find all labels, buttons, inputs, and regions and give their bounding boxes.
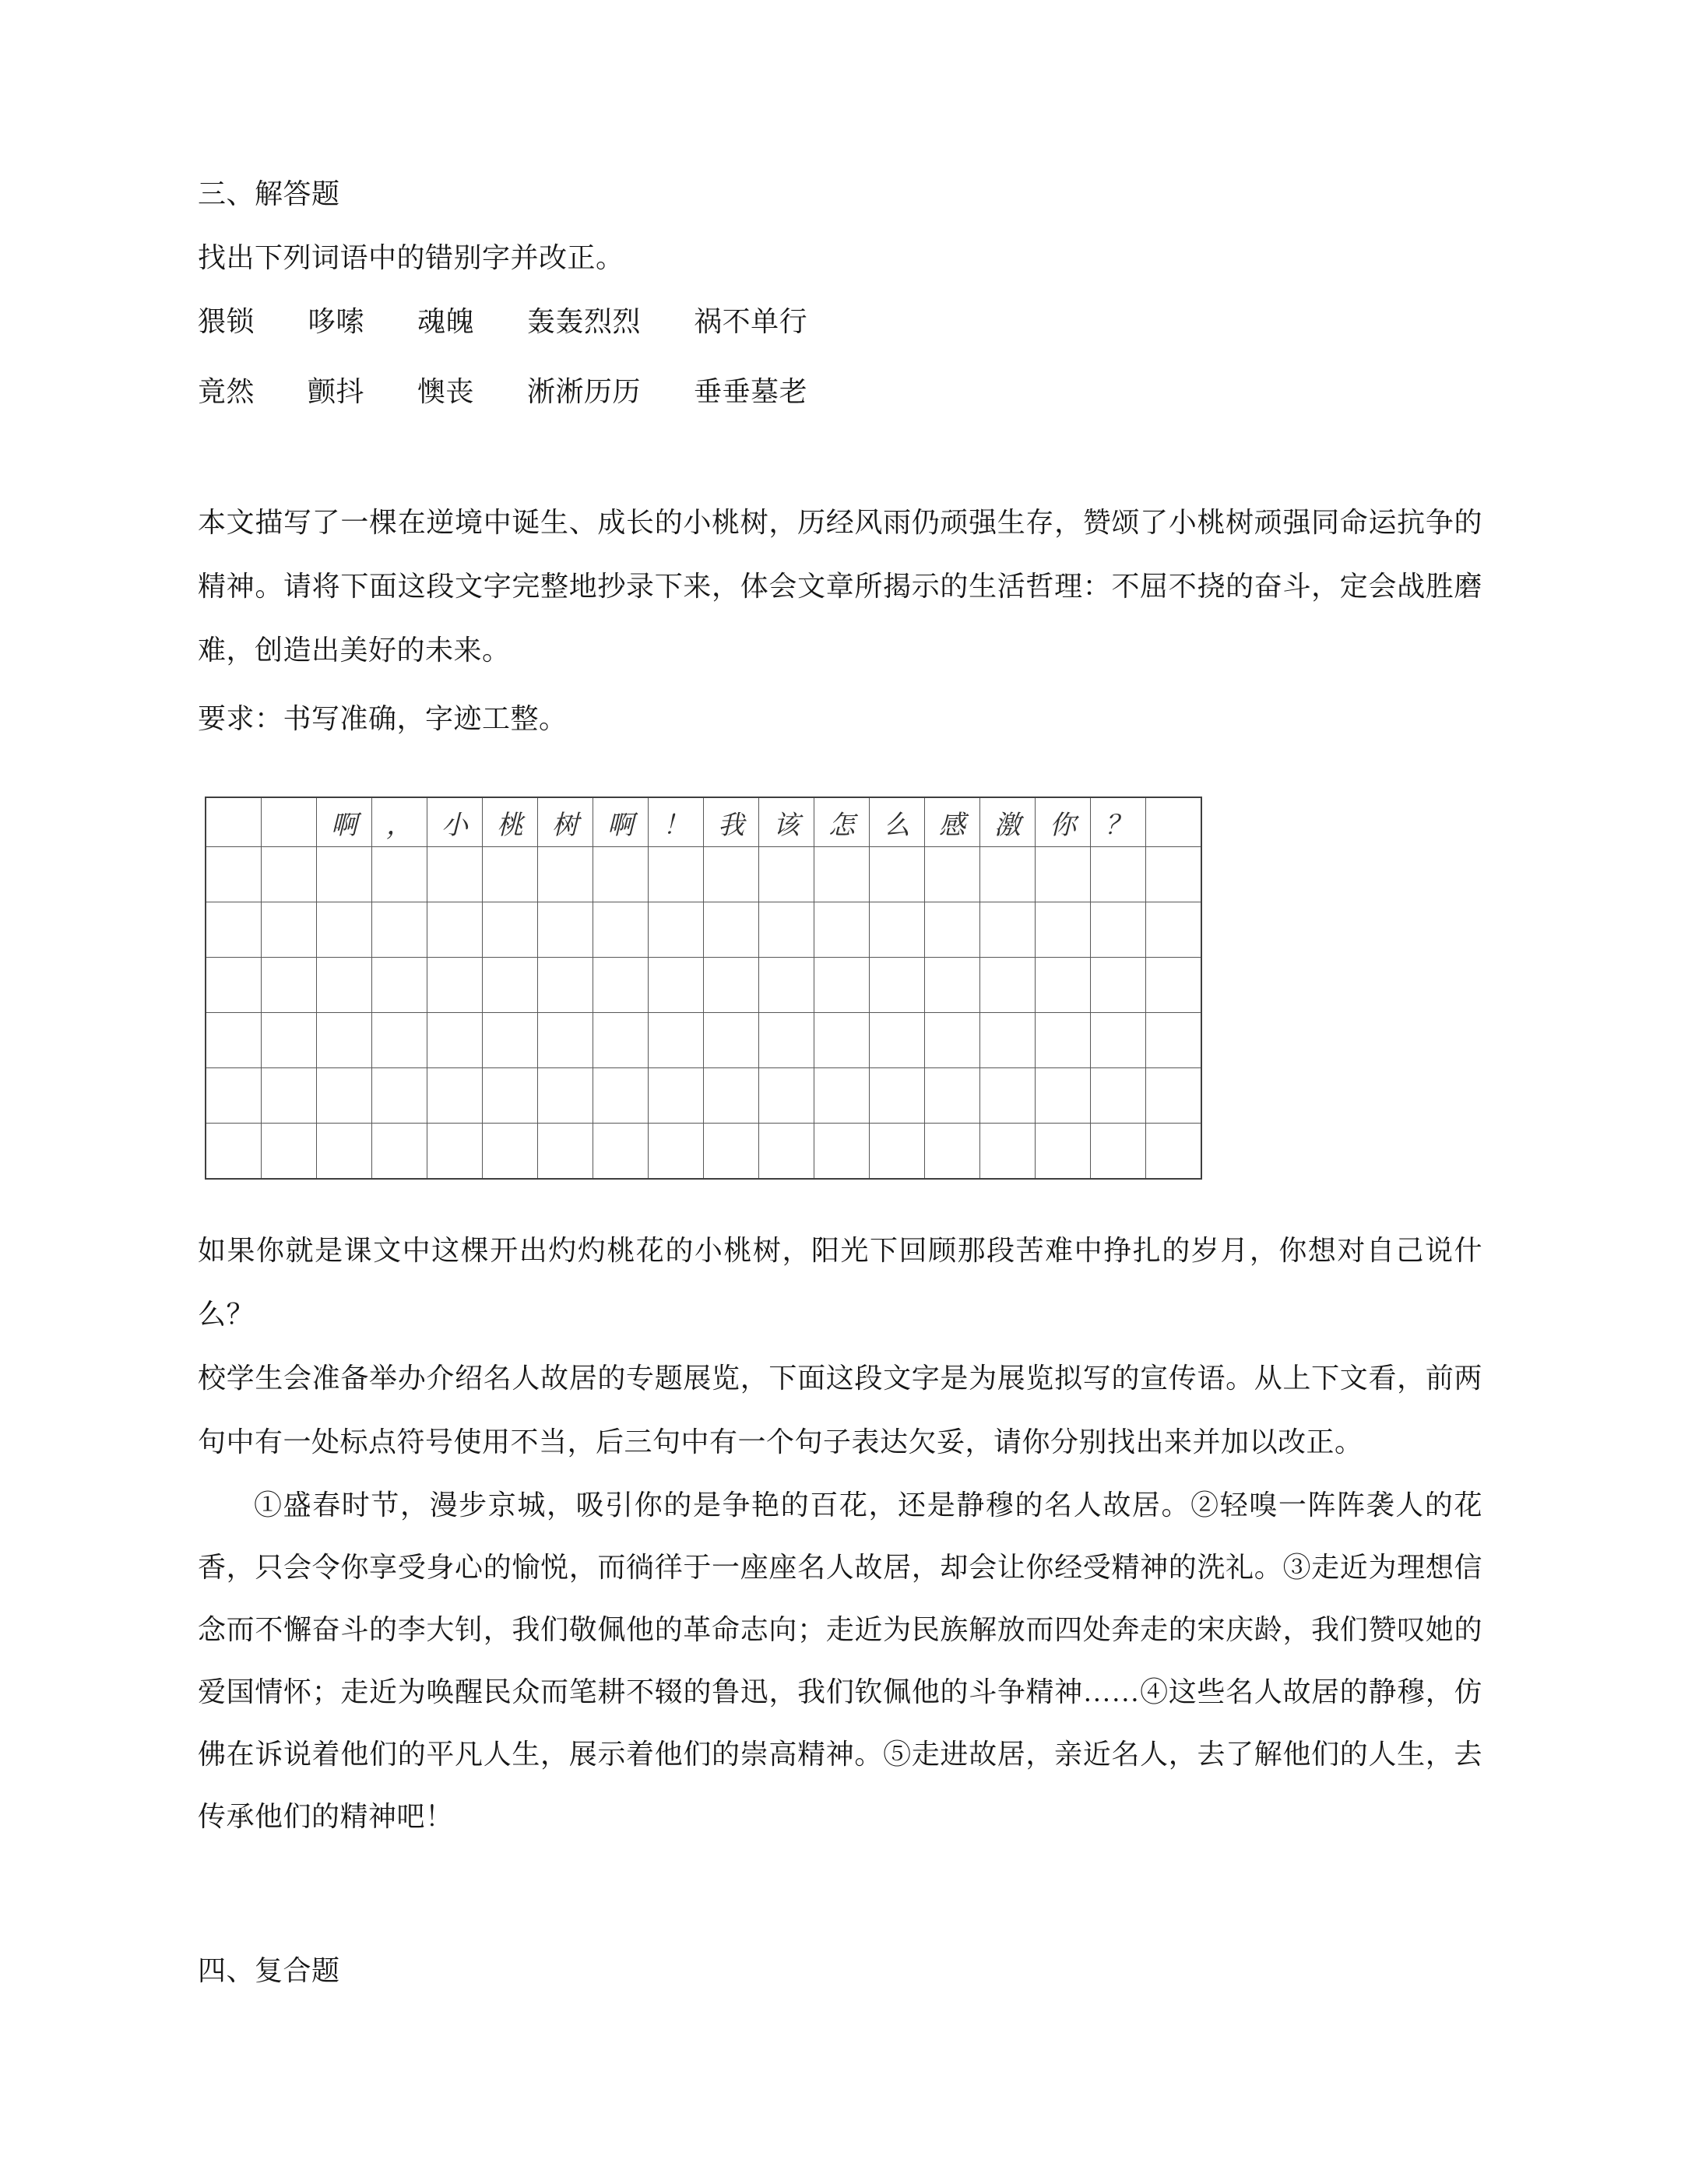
grid-cell: 桃 (483, 797, 538, 847)
typo-question-prompt: 找出下列词语中的错别字并改正。 (198, 242, 624, 273)
grid-cell (538, 847, 593, 902)
grid-cell: 该 (759, 797, 814, 847)
grid-cell (206, 1013, 262, 1068)
grid-cell (759, 902, 814, 958)
grid-cell (870, 1124, 925, 1180)
grid-cell (427, 1068, 483, 1124)
grid-cell (593, 847, 649, 902)
grid-cell (206, 797, 262, 847)
grid-cell (759, 1068, 814, 1124)
grid-cell (483, 958, 538, 1013)
grid-cell (649, 902, 704, 958)
grid-cell (870, 902, 925, 958)
transcription-intro-paragraph: 本文描写了一棵在逆境中诞生、成长的小桃树，历经风雨仍顽强生存，赞颂了小桃树顽强同命运抗争的精神。请将下面这段文字完整地抄录下来，体会文章所揭示的生活哲理：不屈不挠的奋斗，定会战胜磨难，创造出美好的未来。 (198, 507, 1482, 666)
grid-cell (483, 902, 538, 958)
grid-cell (372, 902, 427, 958)
grid-cell (649, 1068, 704, 1124)
grid-cell (427, 1013, 483, 1068)
grid-cell (1091, 1068, 1146, 1124)
grid-cell (1091, 847, 1146, 902)
grid-cell (317, 847, 372, 902)
grid-cell (1146, 1013, 1202, 1068)
grid-cell (980, 1013, 1036, 1068)
grid-cell: 我 (704, 797, 759, 847)
grid-cell (704, 1013, 759, 1068)
grid-cell (1091, 902, 1146, 958)
grid-cell (870, 1068, 925, 1124)
typo-word: 颤抖 (308, 376, 365, 407)
grid-cell (206, 847, 262, 902)
grid-cell (649, 847, 704, 902)
grid-cell (1146, 958, 1202, 1013)
grid-cell (206, 958, 262, 1013)
grid-cell (262, 797, 317, 847)
grid-cell (649, 1013, 704, 1068)
grid-cell: 啊 (317, 797, 372, 847)
grid-cell (206, 1068, 262, 1124)
grid-cell (925, 902, 980, 958)
copy-grid (205, 797, 1202, 1180)
grid-cell (814, 847, 870, 902)
grid-cell (372, 1013, 427, 1068)
grid-cell (1036, 958, 1091, 1013)
grid-cell (538, 1068, 593, 1124)
grid-cell (262, 1013, 317, 1068)
grid-cell (538, 902, 593, 958)
grid-cell (262, 847, 317, 902)
grid-cell (814, 1068, 870, 1124)
grid-cell (704, 847, 759, 902)
grid-cell (1036, 1124, 1091, 1180)
typo-word: 魂魄 (417, 306, 475, 337)
grid-cell (759, 958, 814, 1013)
grid-cell (1146, 797, 1202, 847)
typo-word: 猥锁 (198, 306, 255, 337)
grid-cell (262, 1124, 317, 1180)
grid-cell (427, 847, 483, 902)
typo-word-row-1 (198, 290, 1482, 353)
grid-row (206, 902, 1201, 958)
grid-cell (317, 902, 372, 958)
grid-cell (593, 958, 649, 1013)
grid-cell (317, 958, 372, 1013)
grid-cell: 树 (538, 797, 593, 847)
grid-cell: 啊 (593, 797, 649, 847)
grid-row (206, 1124, 1201, 1180)
grid-cell (262, 958, 317, 1013)
grid-cell (759, 847, 814, 902)
grid-cell (427, 1124, 483, 1180)
grid-cell (980, 847, 1036, 902)
grid-cell (1036, 847, 1091, 902)
grid-cell (1036, 1068, 1091, 1124)
grid-cell (925, 1068, 980, 1124)
grid-cell: 么 (870, 797, 925, 847)
grid-cell (262, 902, 317, 958)
grid-cell (704, 902, 759, 958)
grid-row (206, 958, 1201, 1013)
grid-cell (593, 902, 649, 958)
grid-cell (1146, 847, 1202, 902)
section-three-heading: 三、解答题 (198, 178, 340, 209)
exhibition-question-prompt: 校学生会准备举办介绍名人故居的专题展览，下面这段文字是为展览拟写的宣传语。从上下文看，前两句中有一处标点符号使用不当，后三句中有一个句子表达欠妥，请你分别找出来并加以改正。 (198, 1363, 1482, 1458)
grid-cell (980, 958, 1036, 1013)
grid-cell (593, 1013, 649, 1068)
grid-cell: ， (372, 797, 427, 847)
grid-cell (1091, 1013, 1146, 1068)
grid-cell (483, 1124, 538, 1180)
grid-cell (317, 1124, 372, 1180)
grid-cell (538, 958, 593, 1013)
grid-cell (262, 1068, 317, 1124)
grid-cell (814, 902, 870, 958)
grid-cell (704, 958, 759, 1013)
grid-cell (372, 1124, 427, 1180)
grid-cell (317, 1068, 372, 1124)
typo-word: 哆嗦 (308, 306, 365, 337)
typo-word: 祸不单行 (694, 306, 808, 337)
grid-row (206, 847, 1201, 902)
grid-cell (980, 1124, 1036, 1180)
grid-cell: ？ (1091, 797, 1146, 847)
grid-cell: 你 (1036, 797, 1091, 847)
grid-cell (1036, 1013, 1091, 1068)
grid-cell (1146, 902, 1202, 958)
grid-cell (593, 1068, 649, 1124)
grid-cell (814, 958, 870, 1013)
grid-cell (870, 1013, 925, 1068)
typo-word: 懊丧 (417, 376, 475, 407)
exhibition-passage: ①盛春时节，漫步京城，吸引你的是争艳的百花，还是静穆的名人故居。②轻嗅一阵阵袭人的花香，只会令你享受身心的愉悦，而徜徉于一座座名人故居，却会让你经受精神的洗礼。③走近为理想信念而不懈奋斗的李大钊，我们敬佩他的革命志向；走近为民族解放而四处奔走的宋庆龄，我们赞叹她的爱国情怀；走近为唤醒民众而笔耕不辍的鲁迅，我们钦佩他的斗争精神……④这些名人故居的静穆，仿佛在诉说着他们的平凡人生，展示着他们的崇高精神。⑤走进故居，亲近名人，去了解他们的人生，去传承他们的精神吧！ (198, 1489, 1482, 1832)
grid-cell (427, 958, 483, 1013)
typo-word: 淅淅历历 (527, 376, 642, 407)
grid-cell (1146, 1068, 1202, 1124)
typo-word: 轰轰烈烈 (527, 306, 642, 337)
grid-cell (649, 1124, 704, 1180)
grid-cell (814, 1124, 870, 1180)
grid-cell (980, 1068, 1036, 1124)
grid-cell (1036, 902, 1091, 958)
copy-grid-body (206, 797, 1201, 1179)
grid-cell (372, 847, 427, 902)
grid-cell (980, 902, 1036, 958)
typo-word: 竟然 (198, 376, 255, 407)
grid-cell (372, 1068, 427, 1124)
grid-cell (206, 1124, 262, 1180)
grid-cell (483, 847, 538, 902)
grid-row (206, 797, 1201, 847)
grid-cell (759, 1124, 814, 1180)
grid-cell (1146, 1124, 1202, 1180)
grid-cell (538, 1013, 593, 1068)
grid-cell: 怎 (814, 797, 870, 847)
grid-cell (870, 958, 925, 1013)
grid-cell (538, 1124, 593, 1180)
grid-cell (1091, 1124, 1146, 1180)
grid-cell (1091, 958, 1146, 1013)
grid-cell (925, 958, 980, 1013)
grid-cell: 激 (980, 797, 1036, 847)
grid-cell: ！ (649, 797, 704, 847)
grid-cell (206, 902, 262, 958)
grid-cell (483, 1068, 538, 1124)
grid-cell (372, 958, 427, 1013)
grid-row (206, 1013, 1201, 1068)
grid-cell (317, 1013, 372, 1068)
grid-cell (483, 1013, 538, 1068)
reflection-question-paragraph: 如果你就是课文中这棵开出灼灼桃花的小桃树，阳光下回顾那段苦难中挣扎的岁月，你想对自己说什么？ (198, 1235, 1482, 1330)
typo-word-row-2 (198, 360, 1482, 424)
grid-row (206, 1068, 1201, 1124)
grid-cell (814, 1013, 870, 1068)
section-four-heading: 四、复合题 (198, 1955, 340, 1986)
grid-cell (704, 1068, 759, 1124)
typo-word: 垂垂墓老 (694, 376, 808, 407)
grid-cell (427, 902, 483, 958)
grid-cell (925, 1013, 980, 1068)
grid-cell: 感 (925, 797, 980, 847)
grid-cell (704, 1124, 759, 1180)
grid-cell (759, 1013, 814, 1068)
grid-cell (593, 1124, 649, 1180)
transcription-requirement: 要求：书写准确，字迹工整。 (198, 703, 568, 734)
grid-cell (925, 847, 980, 902)
grid-cell (925, 1124, 980, 1180)
grid-cell (870, 847, 925, 902)
grid-cell: 小 (427, 797, 483, 847)
grid-cell (649, 958, 704, 1013)
